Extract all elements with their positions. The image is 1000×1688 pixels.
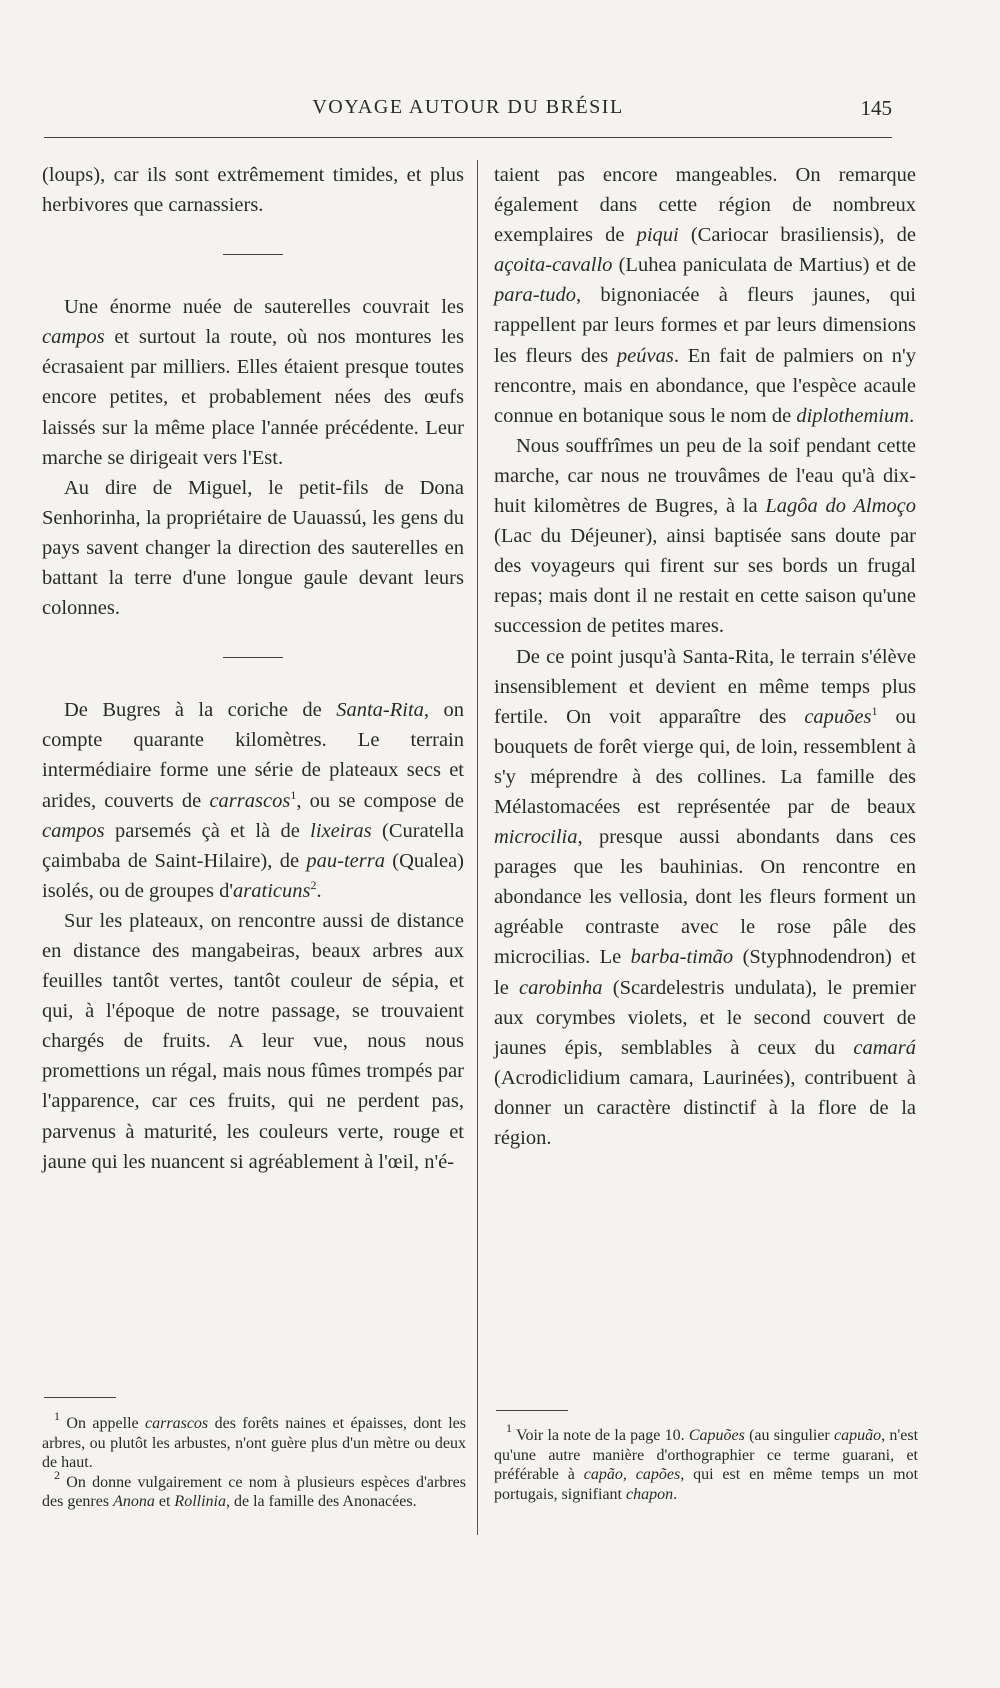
italic-term: Lagôa do Almoço <box>765 495 917 518</box>
text: Voir la note de la page 10. <box>512 1427 689 1444</box>
footnote-mark: 1 <box>54 1409 60 1423</box>
text: et surtout la route, où nos montures les écrasaient par milliers. Elles étaient presque toutes encore petites, et probablement nées des œufs laissés sur la même place l'année précédente. Leur marche se dirigeait vers l'Est. <box>42 326 464 469</box>
text: . <box>673 1485 678 1503</box>
footnote-ref: 1 <box>290 787 297 802</box>
text: , n'est qu'une autre manière d'orthographier ce terme guarani, et préférable à <box>494 1427 919 1483</box>
footnote-rule <box>44 1397 116 1398</box>
text: . <box>316 879 322 902</box>
text: Nous souffrîmes un peu de la soif pendant cette marche, car nous ne trouvâmes de l'eau qu'à dix-huit kilomètres de Bugres, à la <box>494 434 916 518</box>
text: , bignoniacée à fleurs jaunes, qui rappellent par leurs formes et par leurs dimensions les fleurs des <box>494 284 916 367</box>
italic-term: capuão <box>834 1427 882 1444</box>
footnote-mark: 2 <box>54 1467 60 1482</box>
italic-term: lixeiras <box>310 819 372 842</box>
text: , de la famille des Anonacées. <box>225 1493 417 1510</box>
footnotes-left <box>42 1409 467 1512</box>
text: (Lac du Déjeuner), ainsi baptisée sans doute par des voyageurs qui firent sur ses bords un frugal repas; mais dont il ne restait en cette saison qu'une succession de petites mares. <box>494 525 916 638</box>
paragraph <box>42 292 464 473</box>
footnote-ref: 2 <box>310 877 317 892</box>
header-rule <box>44 137 892 138</box>
page-header <box>44 94 892 124</box>
italic-term: Capuões <box>688 1427 745 1444</box>
italic-term: Santa-Rita <box>336 699 424 722</box>
italic-term: chapon <box>625 1485 674 1503</box>
italic-term: carrascos <box>209 789 291 812</box>
paragraph: Au dire de Miguel, le petit-fils de Dona Senhorinha, la propriétaire de Uauassú, les gens du pays savent changer la direction des sauterelles en battant la terre d'une longue gaule devant leurs colonnes. <box>42 476 464 620</box>
text: , ou se compose de <box>296 789 465 812</box>
text: (au singulier <box>744 1427 835 1444</box>
italic-term: campos <box>42 819 105 842</box>
italic-term: microcilia <box>494 826 578 849</box>
paragraph <box>494 160 916 431</box>
running-title: VOYAGE AUTOUR DU BRÉSIL <box>312 96 624 118</box>
italic-term: piqui <box>636 224 679 247</box>
italic-term: camará <box>853 1036 916 1059</box>
text: et <box>154 1493 175 1510</box>
text: (Curatella çaimbaba de Saint-Hilaire), de <box>42 819 464 872</box>
column-divider <box>477 160 478 1535</box>
text: . En fait de palmiers on n'y rencontre, mais en abondance, que l'espèce acaule connue en botanique sous le nom de <box>494 344 916 427</box>
paragraph: Sur les plateaux, on rencontre aussi de distance en distance des mangabeiras, beaux arbres aux feuilles tantôt vertes, tantôt couleur de sépia, et qui, à l'époque de notre passage, se trouvaient chargés de fruits. A leur vue, nous nous promettions un régal, mais nous fûmes trompés par l'apparence, car ces fruits, qui ne perdent pas, parvenus à maturité, les couleurs verte, rouge et jaune qui les nuancent si agréablement à l'œil, n'é- <box>42 909 464 1173</box>
text: . <box>909 404 915 427</box>
text: Une énorme nuée de sauterelles couvrait les <box>64 296 464 319</box>
text: , on compte quarante kilomètres. Le terrain intermédiaire forme une série de plateaux secs et arides, couverts de <box>42 699 464 812</box>
text: , qui est en même temps un mot portugais, signifiant <box>494 1466 919 1503</box>
text: De Bugres à la coriche de <box>64 699 337 722</box>
text: On appelle <box>60 1415 146 1432</box>
footnote-rule <box>496 1410 568 1411</box>
text: parsemés çà et là de <box>104 819 311 842</box>
footnote-mark: 1 <box>506 1421 512 1435</box>
text: De ce point jusqu'à Santa-Rita, le terrain s'élève insensiblement et devient en même temps plus fertile. On voit apparaître des <box>494 645 916 728</box>
section-separator <box>223 254 283 255</box>
paragraph <box>494 431 916 642</box>
footnote <box>42 1409 467 1473</box>
text: , presque aussi abondants dans ces parages que les bauhinias. On rencontre en abondance les vellosia, dont les fleurs forment un agréable contraste avec le rose pâle des microcilias. Le <box>494 826 916 969</box>
right-column <box>494 160 916 1153</box>
paragraph <box>494 642 916 1154</box>
text: des forêts naines et épaisses, dont les arbres, ou plutôt les arbustes, n'ont guère plus d'un mètre ou deux de haut. <box>42 1415 467 1471</box>
page-number: 145 <box>860 96 892 120</box>
text: (Luhea paniculata de Martius) et de <box>612 254 916 277</box>
text: (Acrodiclidium camara, Laurinées), contribuent à donner un caractère distinctif à la flore de la région. <box>494 1066 916 1149</box>
italic-term: capuões <box>804 705 872 728</box>
text: On donne vulgairement ce nom à plusieurs espèces d'arbres des genres <box>42 1473 466 1510</box>
footnotes-right <box>494 1421 919 1504</box>
italic-term: Rollinia <box>174 1493 226 1510</box>
italic-term: Anona <box>113 1493 155 1510</box>
italic-term: carrascos <box>145 1415 209 1432</box>
left-column <box>42 160 464 1177</box>
italic-term: pau-terra <box>306 849 385 872</box>
footnote-ref: 1 <box>871 703 878 718</box>
italic-term: açoita-cavallo <box>494 254 613 277</box>
italic-term: araticuns <box>233 879 311 902</box>
text: ou bouquets de forêt vierge qui, de loin, ressemblent à s'y méprendre à des collines. La famille des Mélastomacées est représentée par de beaux <box>494 705 917 818</box>
text: (Scardelestris undulata), le premier aux corymbes violets, et le second couvert de jaunes épis, semblables à ceux du <box>494 976 917 1059</box>
text: (Styphnodendron) et le <box>494 946 916 999</box>
italic-term: capão, capões <box>583 1466 681 1483</box>
italic-term: peúvas <box>616 344 674 367</box>
italic-term: campos <box>42 326 105 349</box>
section-separator <box>223 657 283 658</box>
footnote <box>42 1467 466 1512</box>
text: (Cariocar brasiliensis), de <box>678 224 916 247</box>
text: taient pas encore mangeables. On remarque également dans cette région de nombreux exemplaires de <box>494 164 916 247</box>
footnote <box>494 1421 919 1504</box>
text: (Qualea) isolés, ou de groupes d' <box>42 849 464 902</box>
paragraph <box>42 695 464 906</box>
italic-term: diplothemium <box>796 404 910 427</box>
paragraph: (loups), car ils sont extrêmement timides, et plus herbivores que carnassiers. <box>42 164 464 217</box>
italic-term: barba-timão <box>630 946 734 969</box>
italic-term: carobinha <box>519 976 603 999</box>
italic-term: para-tudo <box>494 284 576 307</box>
